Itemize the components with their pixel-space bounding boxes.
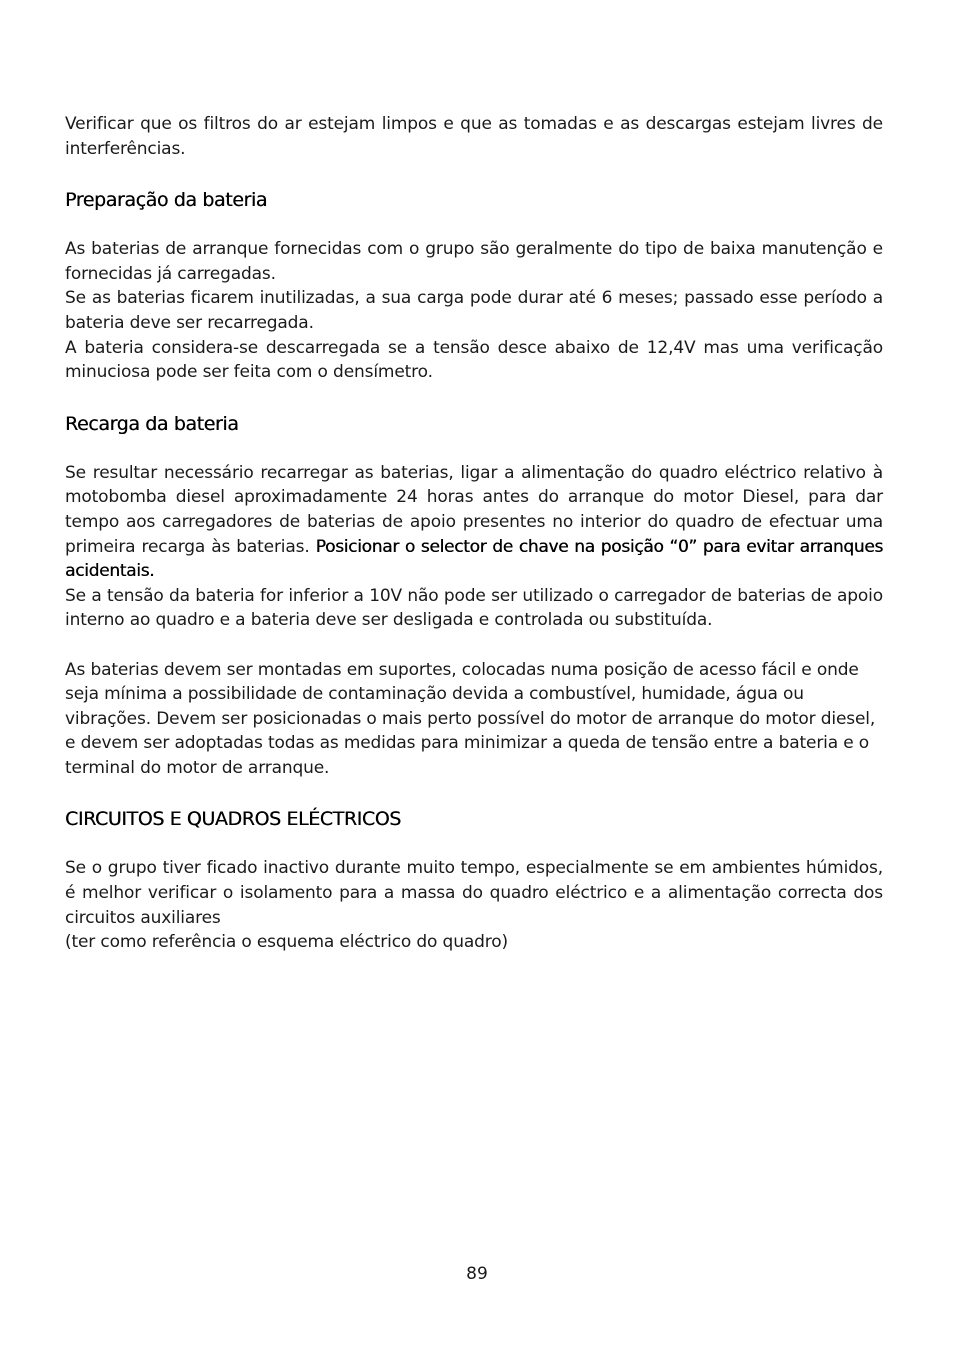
circuits-paragraph-1: Se o grupo tiver ficado inactivo durante muito tempo, especialmente se em ambientes húmidos, é melhor verificar o isolamento para a massa do quadro eléctrico e a alimentação correcta dos circuitos auxiliares: [65, 858, 883, 928]
section-heading-battery-prep: Preparação da bateria: [65, 189, 268, 212]
section-heading-circuits: CIRCUITOS E QUADROS ELÉCTRICOS: [65, 808, 401, 831]
page-number: 89: [466, 1264, 488, 1284]
document-page: [65, 112, 883, 955]
battery-recharge-paragraph-1: [65, 461, 883, 584]
recharge-instruction-text: Se resultar necessário recarregar as baterias, ligar a alimentação do quadro eléctrico relativo à motobomba diesel aproximadamente 24 horas antes do arranque do motor Diesel, para dar tempo aos carregadores de baterias de apoio presentes no interior do quadro de efectuar uma primeira recarga às baterias.: [65, 462, 883, 557]
section-heading-battery-recharge: Recarga da bateria: [65, 412, 239, 435]
recharge-warning-text: Posicionar o selector de chave na posição “0” para evitar arranques acidentais.: [65, 536, 883, 582]
intro-paragraph: Verificar que os filtros do ar estejam limpos e que as tomadas e as descargas estejam livres de interferências.: [65, 114, 883, 159]
battery-recharge-paragraph-3: As baterias devem ser montadas em suportes, colocadas numa posição de acesso fácil e onde seja mínima a possibilidade de contaminação devida a combustível, humidade, água ou vibrações. Devem ser posicionadas o mais perto possível do motor de arranque do motor diesel, e devem ser adoptadas todas as medidas para minimizar a queda de tensão entre a bateria e o terminal do motor de arranque.: [65, 659, 876, 778]
battery-prep-paragraph-2: Se as baterias ficarem inutilizadas, a sua carga pode durar até 6 meses; passado esse período a bateria deve ser recarregada.: [65, 288, 883, 333]
battery-recharge-paragraph-2: Se a tensão da bateria for inferior a 10V não pode ser utilizado o carregador de baterias de apoio interno ao quadro e a bateria deve ser desligada e controlada ou substituída.: [65, 585, 883, 631]
battery-prep-paragraph-3: A bateria considera-se descarregada se a tensão desce abaixo de 12,4V mas uma verificação minuciosa pode ser feita com o densímetro.: [65, 337, 883, 383]
battery-prep-paragraph-1: As baterias de arranque fornecidas com o grupo são geralmente do tipo de baixa manutenção e fornecidas já carregadas.: [65, 239, 883, 284]
circuits-paragraph-2: (ter como referência o esquema eléctrico do quadro): [65, 932, 508, 953]
